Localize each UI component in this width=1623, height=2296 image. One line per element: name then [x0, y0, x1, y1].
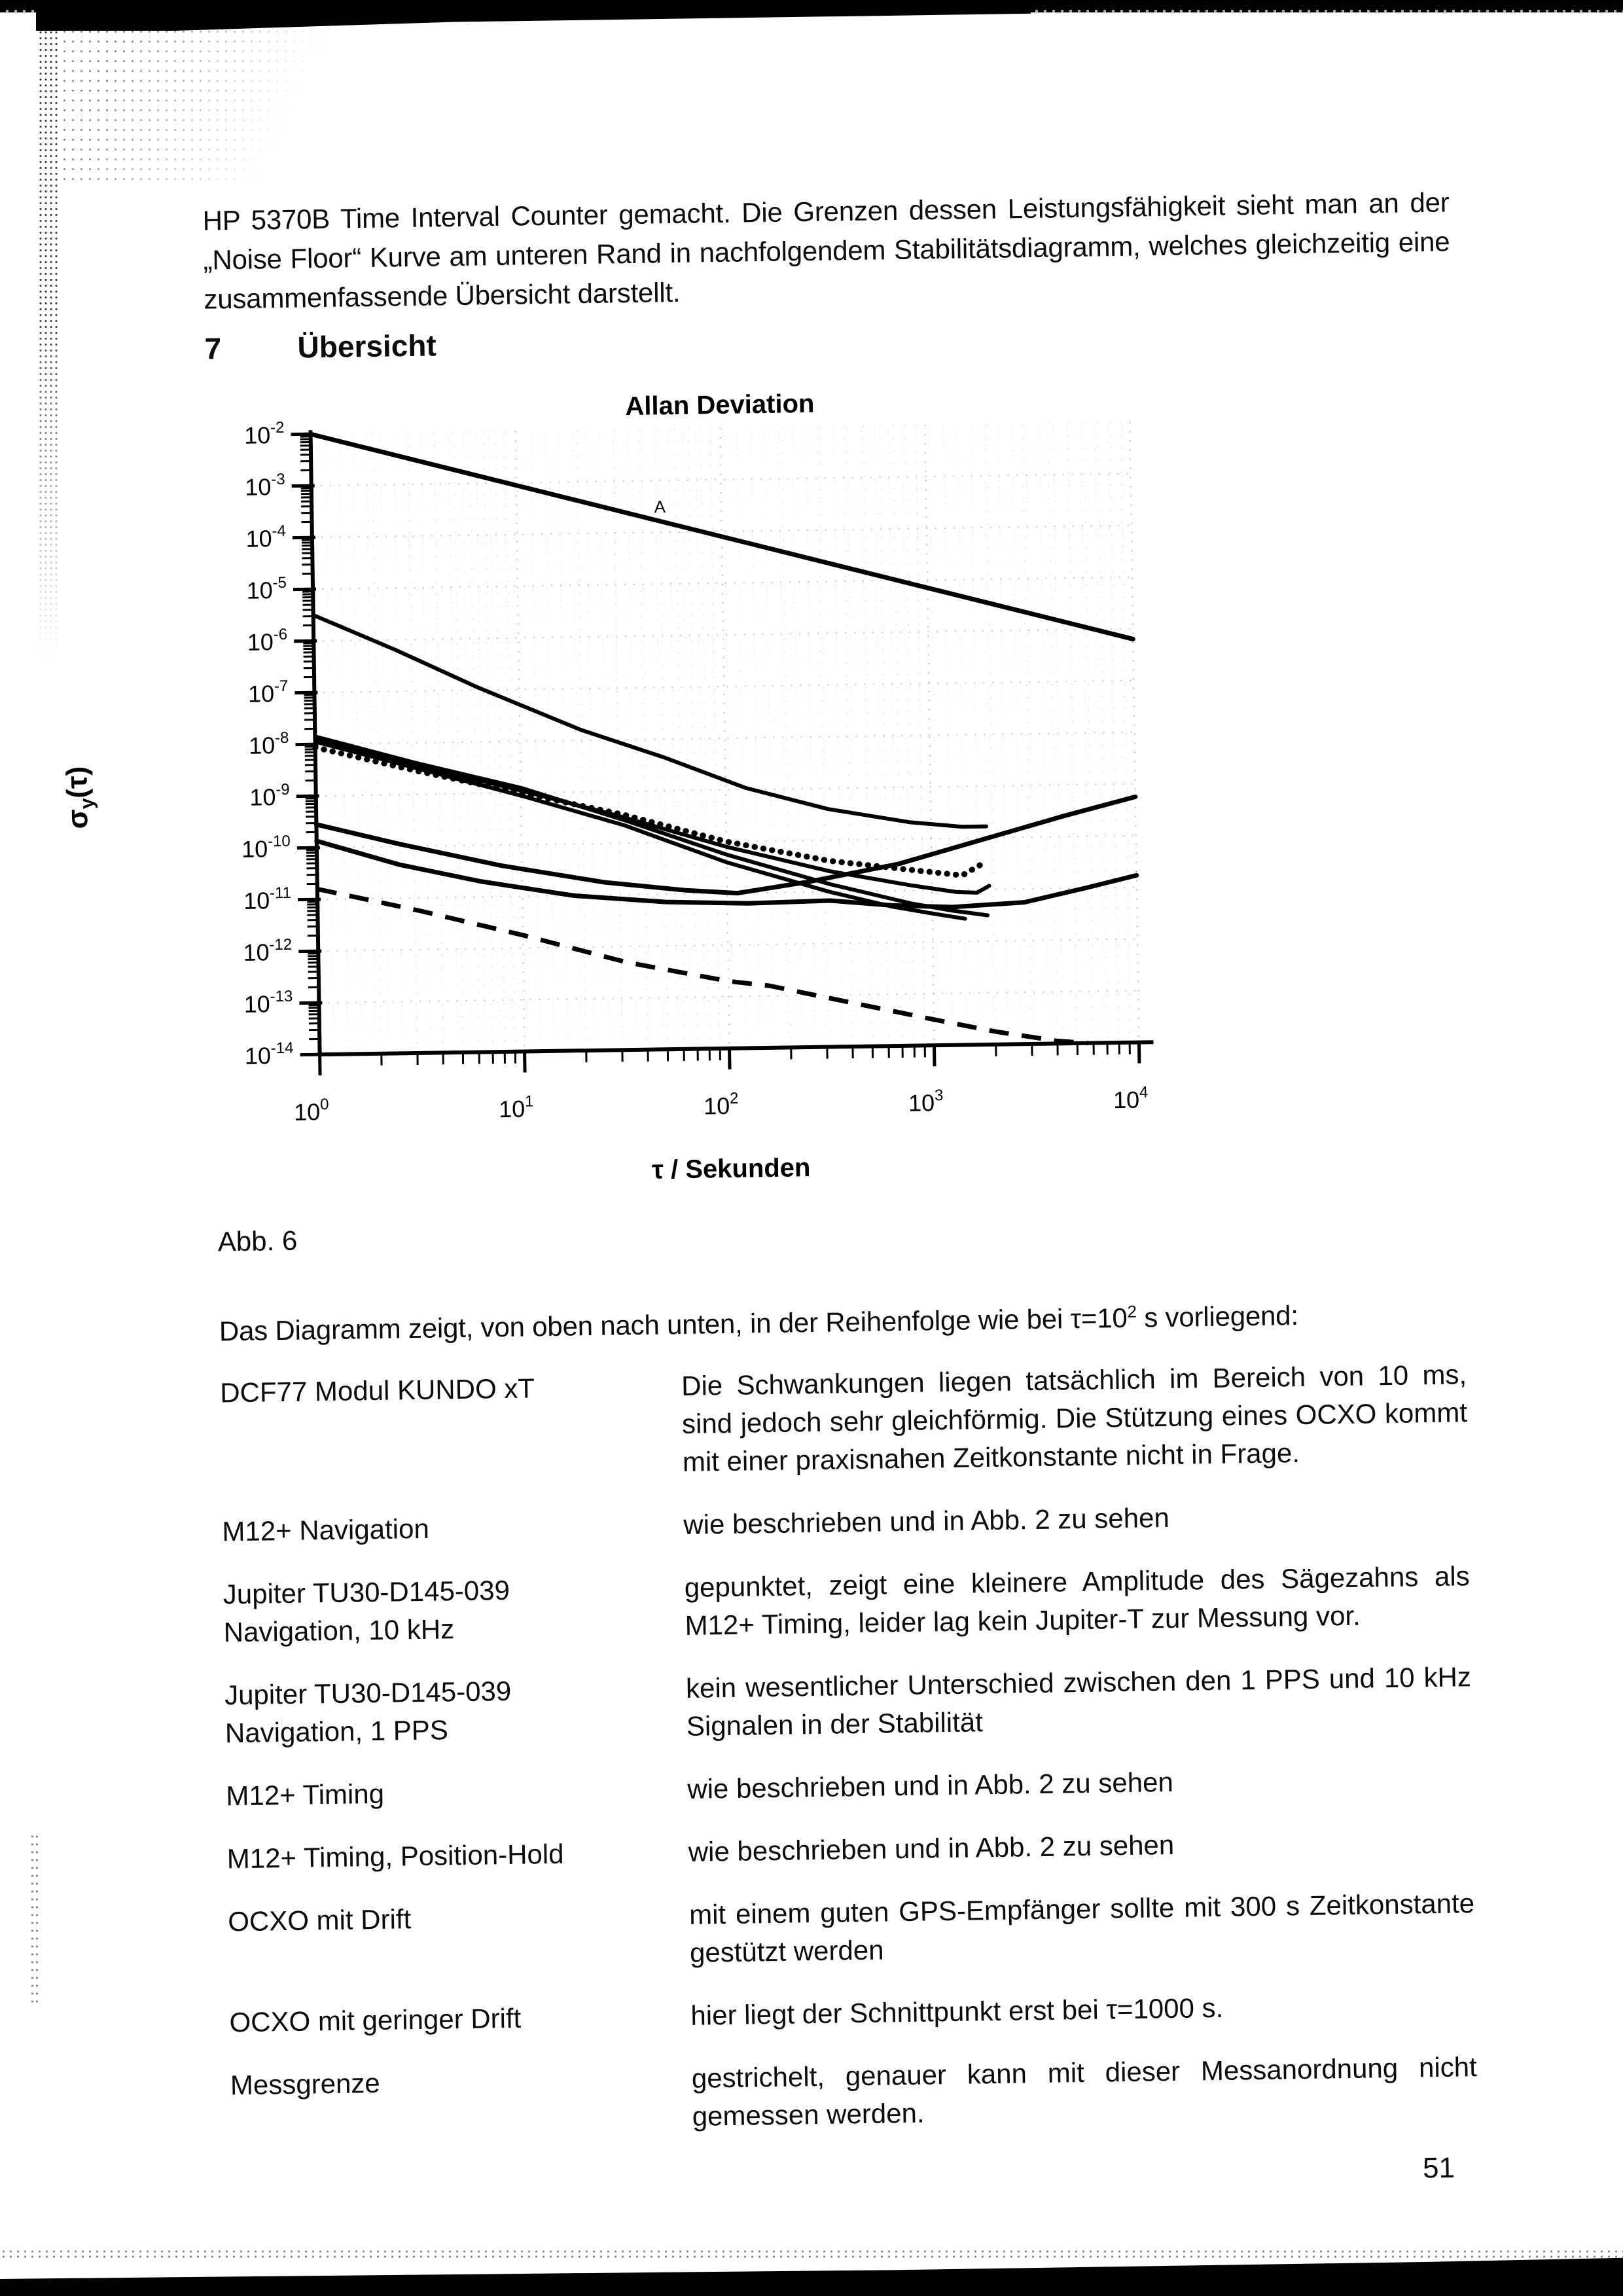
list-term: M12+ Navigation	[222, 1513, 430, 1547]
list-term: Messgrenze	[230, 2067, 381, 2101]
svg-text:10-7: $10^{-7}$	[247, 677, 289, 708]
list-term: Jupiter TU30-D145-039 Navigation, 1 PPS	[224, 1675, 512, 1749]
diagram-intro-superscript: 2	[1127, 1301, 1137, 1321]
list-description: mit einem guten GPS-Empfänger sollte mit 300 s Zeitkonstante gestützt werden	[688, 1888, 1475, 1968]
allan-deviation-chart	[3, 381, 1258, 1217]
svg-text:10-5: $10^{-5}$	[246, 573, 287, 604]
list-description: wie beschrieben und in Abb. 2 zu sehen	[687, 1766, 1174, 1804]
svg-text:10-12: $10^{-12}$	[243, 935, 293, 966]
svg-text:10-13: $10^{-13}$	[243, 987, 293, 1018]
svg-text:10-2: $10^{-2}$	[243, 418, 285, 449]
svg-text:10-10: $10^{-10}$	[241, 832, 291, 863]
list-term: OCXO mit Drift	[227, 1903, 412, 1937]
svg-text:100: $10^0$	[293, 1095, 329, 1126]
list-term: DCF77 Modul KUNDO xT	[219, 1372, 535, 1408]
list-description: wie beschrieben und in Abb. 2 zu sehen	[688, 1829, 1175, 1867]
svg-text:10-6: $10^{-6}$	[247, 625, 288, 656]
list-description: hier liegt der Schnittpunkt erst bei τ=1000 s.	[690, 1992, 1224, 2031]
svg-text:104: $10^4$	[1113, 1083, 1149, 1114]
svg-text:10-3: $10^{-3}$	[245, 470, 285, 501]
svg-text:10-9: $10^{-9}$	[249, 780, 290, 811]
svg-text:101: $10^1$	[498, 1092, 534, 1123]
list-description: kein wesentlicher Unterschied zwischen den 1 PPS und 10 kHz Signalen in der Stabilität	[685, 1661, 1472, 1742]
svg-text:10-4: $10^{-4}$	[245, 522, 286, 552]
allan-deviation-plot	[3, 381, 1258, 1217]
list-description: wie beschrieben und in Abb. 2 zu sehen	[683, 1501, 1170, 1540]
section-heading	[204, 327, 437, 366]
section-number: 7	[204, 331, 222, 366]
diagram-intro-text-after: s vorliegend:	[1136, 1300, 1299, 1333]
diagram-intro-paragraph	[219, 1293, 1466, 1352]
list-description: gestrichelt, genauer kann mit dieser Messanordnung nicht gemessen werden.	[691, 2051, 1478, 2132]
list-term: M12+ Timing, Position-Hold	[226, 1838, 564, 1874]
svg-text:10-14: $10^{-14}$	[244, 1039, 294, 1069]
list-term: OCXO mit geringer Drift	[229, 2002, 522, 2038]
svg-text:τ / Sekunden: τ / Sekunden	[651, 1153, 811, 1185]
intro-paragraph: HP 5370B Time Interval Counter gemacht. Die Grenzen dessen Leistungsfähigkeit sieht man an der „Noise Floor“ Kurve am unteren Rand in nachfolgendem Stabilitätsdiagramm, welches gleichzeitig eine zusammenfassende Übersicht darstellt.	[202, 187, 1450, 315]
list-description: gepunktet, zeigt eine kleinere Amplitude des Sägezahns als M12+ Timing, leider lag kein Jupiter-T zur Messung vor.	[684, 1560, 1470, 1641]
diagram-intro-text: Das Diagramm zeigt, von oben nach unten, in der Reihenfolge wie bei τ=10	[219, 1302, 1128, 1347]
svg-text:102: $10^2$	[703, 1089, 739, 1120]
list-term: Jupiter TU30-D145-039 Navigation, 10 kHz	[223, 1574, 510, 1648]
list-description: Die Schwankungen liegen tatsächlich im Bereich von 10 ms, sind jedoch sehr gleichförmig. Die Stützung eines OCXO kommt mit einer praxisnahen Zeitkonstante nicht in Frage.	[681, 1359, 1468, 1477]
section-title: Übersicht	[297, 328, 437, 365]
device-description-list	[220, 1355, 1478, 2142]
page-number: 51	[1422, 2151, 1455, 2185]
svg-text:10-8: $10^{-8}$	[248, 728, 289, 759]
svg-text:10-11: $10^{-11}$	[243, 884, 292, 914]
figure-caption: Abb. 6	[217, 1225, 298, 1257]
svg-text:Allan Deviation: Allan Deviation	[625, 389, 815, 422]
list-term: M12+ Timing	[226, 1778, 385, 1812]
svg-text:103: $10^3$	[908, 1086, 944, 1117]
svg-text:A: A	[654, 497, 666, 517]
svg-text:σy(τ): $\sigma_y(\tau)$	[61, 766, 98, 829]
